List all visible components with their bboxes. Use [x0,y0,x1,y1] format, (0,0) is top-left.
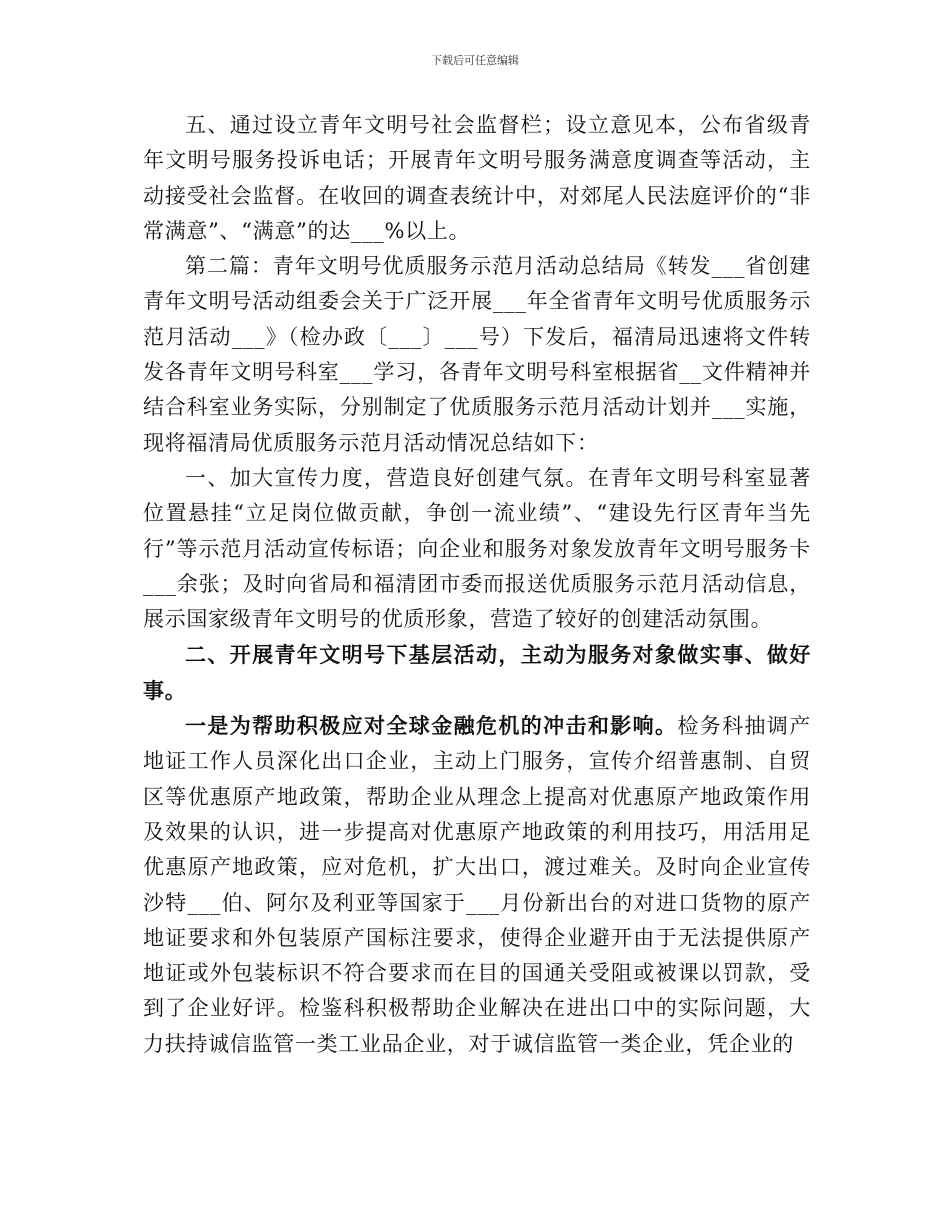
page-header-note: 下载后可任意编辑 [431,54,519,67]
paragraph-supervision: 五、通过设立青年文明号社会监督栏；设立意见本，公布省级青年文明号服务投诉电话；开展青年文明号服务满意度调查等活动，主动接受社会监督。在收回的调查表统计中，对郊尾人民法庭评价的“非常满意”、“满意”的达___%以上。 [143,113,811,243]
paragraph-body-text: 检务科抽调产地证工作人员深化出口企业，主动上门服务，宣传介绍普惠制、自贸区等优惠原产地政策，帮助企业从理念上提高对优惠原产地政策作用及效果的认识，进一步提高对优惠原产地政策的利用技巧，用活用足优惠原产地政策，应对危机，扩大出口，渡过难关。及时向企业宣传沙特___伯、阿尔及利亚等国家于___月份新出台的对进口货物的原产地证要求和外包装原产国标注要求，使得企业避开由于无法提供原产地证或外包装标识不符合要求而在目的国通关受阻或被课以罚款，受到了企业好评。检鉴科积极帮助企业解决在进出口中的实际问题，大力扶持诚信监管一类工业品企业，对于诚信监管一类企业，凭企业的 [143,714,811,1056]
paragraph-publicity: 一、加大宣传力度，营造良好创建气氛。在青年文明号科室显著位置悬挂“立足岗位做贡献，争创一流业绩”、“建设先行区青年当先行”等示范月活动宣传标语；向企业和服务对象发放青年文明号服务卡___余张；及时向省局和福清团市委而报送优质服务示范月活动信息，展示国家级青年文明号的优质形象，营造了较好的创建活动氛围。 [143,465,811,632]
paragraph-lead-sentence: 一是为帮助积极应对全球金融危机的冲击和影响。 [185,713,678,739]
section-heading-grassroots: 二、开展青年文明号下基层活动，主动为服务对象做实事、做好事。 [143,642,811,703]
paragraph-second-article-intro: 第二篇：青年文明号优质服务示范月活动总结局《转发___省创建青年文明号活动组委会关于广泛开展___年全省青年文明号优质服务示范月活动___》（检办政〔___〕___号）下发后，福清局迅速将文件转发各青年文明号科室___学习，各青年文明号科室根据省__文件精神并结合科室业务实际，分别制定了优质服务示范月活动计划并___实施，现将福清局优质服务示范月活动情况总结如下： [143,254,811,455]
paragraph-financial-crisis [143,708,811,1062]
document-body [143,108,811,1062]
